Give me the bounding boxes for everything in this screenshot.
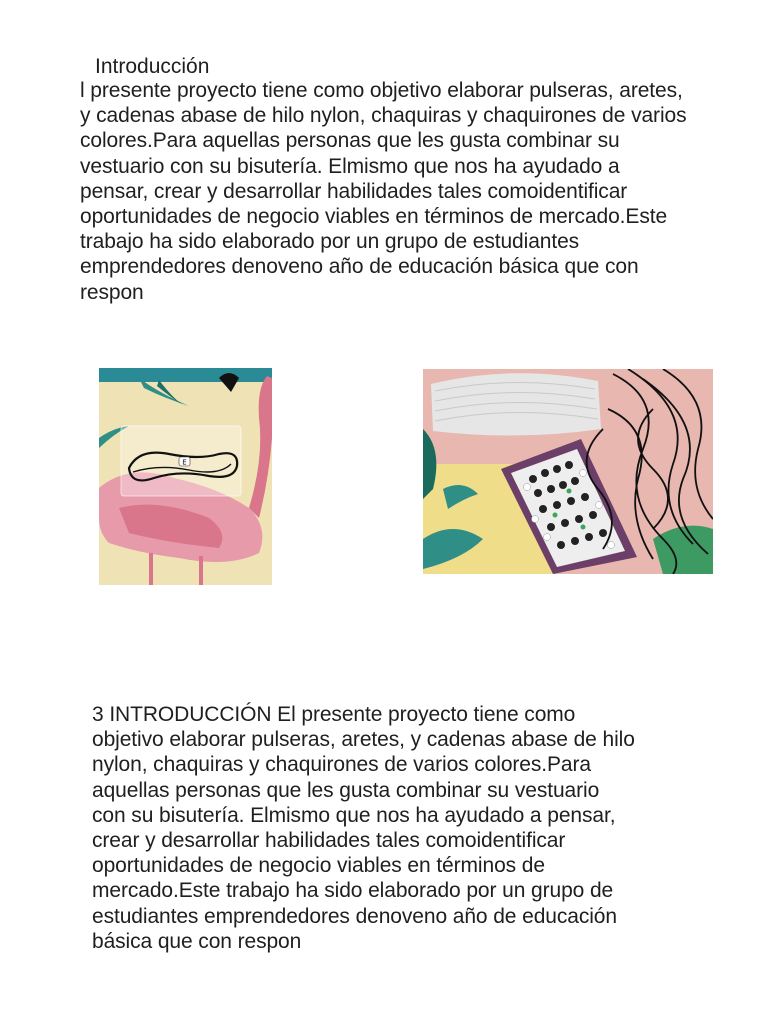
bead-letter: E [182, 458, 187, 467]
photo-materials [423, 369, 713, 574]
photo-bracelet-flamingo [99, 368, 272, 585]
photo-bracelet-flamingo-graphic [99, 368, 272, 585]
introduction-paragraph: l presente proyecto tiene como objetivo elaborar pulseras, aretes, y cadenas abase de hilo nylon, chaquiras y chaquirones de varios colores.Para aquellas personas que les gusta combinar su vestuario con su bisutería. Elmismo que nos ha ayudado a pensar, crear y desarrollar habilidades tales comoidentificar oportunidades de negocio viables en términos de mercado.Este trabajo ha sido elaborado por un grupo de estudiantes emprendedores denoveno año de educación básica que con respon [80, 79, 687, 304]
document-heading: Introducción [95, 55, 210, 78]
introduction-paragraph-repeat: 3 INTRODUCCIÓN El presente proyecto tiene como objetivo elaborar pulseras, aretes, y cadenas abase de hilo nylon, chaquiras y chaquirones de varios colores.Para aquellas personas que les gusta combinar su vestuario con su bisutería. Elmismo que nos ha ayudado a pensar, crear y desarrollar habilidades tales comoidentificar oportunidades de negocio viables en términos de mercado.Este trabajo ha sido elaborado por un grupo de estudiantes emprendedores denoveno año de educación básica que con respon [92, 703, 635, 953]
photo-materials-graphic [423, 369, 713, 574]
